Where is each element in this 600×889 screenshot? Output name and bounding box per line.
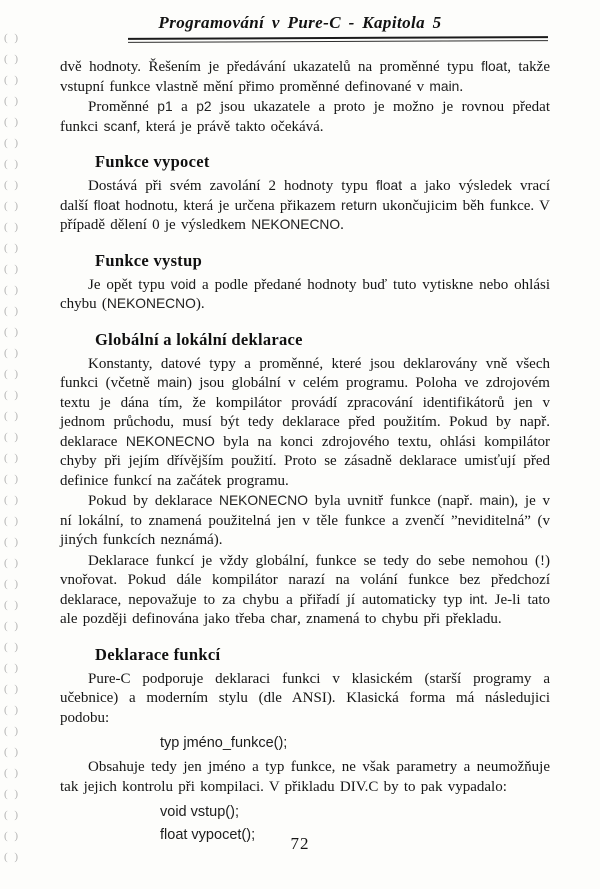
- text-run: Pure-C podporuje deklaraci funkci v klasickém (starší programy a učebnice) a moderním stylu (dle ANSI). Klasická forma má následujici podobu:: [60, 670, 550, 726]
- text-run: NEKONECNO: [125, 433, 215, 449]
- binding-hole-icon: ( ): [4, 347, 21, 359]
- paragraph: [60, 177, 550, 236]
- binding-hole-icon: ( ): [4, 221, 21, 233]
- text-run: NEKONECNO: [219, 493, 308, 508]
- paragraph: [60, 276, 550, 315]
- text-run: , která je právě takto očekává.: [136, 118, 324, 135]
- binding-hole-icon: ( ): [4, 179, 21, 191]
- binding-hole-icon: ( ): [4, 767, 21, 779]
- text-run: byla uvnitř funkce (např.: [307, 493, 480, 509]
- binding-hole-icon: ( ): [4, 536, 21, 548]
- binding-hole-icon: ( ): [4, 578, 21, 590]
- text-run: float: [93, 197, 120, 213]
- text-run: main: [429, 78, 460, 94]
- page-number: 72: [290, 834, 310, 853]
- paragraph: [60, 58, 550, 97]
- binding-hole-icon: ( ): [4, 746, 21, 758]
- paragraph: [60, 758, 550, 797]
- page-header-title: Programování v Pure-C - Kapitola 5: [158, 13, 442, 32]
- binding-hole-icon: ( ): [4, 851, 21, 863]
- binding-hole-icon: ( ): [4, 263, 21, 275]
- header-rule: [128, 36, 548, 43]
- code-line: typ jméno_funkce();: [160, 735, 288, 751]
- page-footer: [0, 834, 600, 854]
- page-body: [60, 58, 550, 843]
- code-line: float vypocet();: [160, 827, 256, 843]
- paragraph: [60, 552, 550, 630]
- text-run: p1: [157, 99, 173, 114]
- text-run: char: [270, 611, 298, 626]
- text-run: main: [157, 375, 187, 390]
- text-run: , znamená to chybu při překladu.: [297, 611, 502, 627]
- binding-hole-icon: ( ): [4, 32, 21, 44]
- text-run: scanf: [103, 118, 137, 134]
- paragraph: [60, 355, 550, 492]
- binding-hole-icon: ( ): [4, 641, 21, 653]
- text-run: NEKONECNO: [106, 296, 196, 311]
- section-heading: Funkce vystup: [95, 250, 203, 270]
- binding-hole-icon: ( ): [4, 389, 21, 401]
- binding-hole-icon: ( ): [4, 116, 21, 128]
- text-run: .: [340, 217, 344, 233]
- text-run: p2: [196, 99, 212, 114]
- binding-hole-icon: ( ): [4, 242, 21, 254]
- section-heading: Funkce vypocet: [95, 152, 210, 171]
- paragraph: [60, 98, 550, 137]
- binding-hole-icon: ( ): [4, 599, 21, 611]
- binding-hole-icon: ( ): [4, 620, 21, 632]
- binding-hole-icon: ( ): [4, 137, 21, 149]
- text-run: a: [172, 99, 197, 115]
- paragraph: [60, 492, 550, 551]
- text-run: .: [459, 78, 464, 95]
- binding-hole-icon: ( ): [4, 284, 21, 296]
- code-line: void vstup();: [160, 804, 239, 820]
- binding-hole-icon: ( ): [4, 158, 21, 170]
- text-run: Pokud by deklarace: [88, 493, 220, 509]
- text-run: dvě hodnoty. Řešením je předávání ukazatelů na proměnné typu: [60, 59, 482, 75]
- text-run: Proměnné: [88, 99, 158, 115]
- text-run: Dostává při svém zavolání 2 hodnoty typu: [88, 178, 376, 194]
- section-heading: Deklarace funkcí: [95, 644, 221, 664]
- binding-hole-icon: ( ): [4, 788, 21, 800]
- text-run: ).: [195, 296, 205, 312]
- text-run: main: [479, 493, 510, 508]
- binding-hole-icon: ( ): [4, 557, 21, 569]
- text-run: byla na konci zdrojového textu, ohlási kompilátor chyby při jejím dřívějším použití. Proto se zásadně deklarace umisťují před definice funkcí na začátek programu.: [60, 433, 551, 489]
- text-run: float: [481, 59, 508, 74]
- binding-hole-icon: ( ): [4, 326, 21, 338]
- binding-hole-icon: ( ): [4, 830, 21, 842]
- binding-hole-icon: ( ): [4, 809, 21, 821]
- binding-hole-icon: ( ): [4, 683, 21, 695]
- text-run: a jako výsledek vrací další: [60, 178, 550, 214]
- text-run: NEKONECNO: [251, 217, 341, 232]
- text-run: hodnotu, která je určena přikazem: [119, 197, 341, 214]
- binding-hole-icon: ( ): [4, 494, 21, 506]
- binding-hole-icon: ( ): [4, 368, 21, 380]
- header-rule-bottom-line: [128, 40, 548, 43]
- text-run: ), je v ní lokální, to znamená použitelná jen v těle funkce a zvenčí ”neviditelná” (v jiných funkcích neznámá).: [60, 493, 550, 548]
- binding-hole-icon: ( ): [4, 431, 21, 443]
- text-run: ukončujicim běh funkce. V případě dělení 0 je výsledkem: [60, 197, 550, 233]
- binding-hole-icon: ( ): [4, 305, 21, 317]
- header-rule-top-line: [128, 36, 548, 40]
- text-run: Konstanty, datové typy a proměnné, které jsou deklarovány vně všech funkci (včetně: [60, 355, 550, 391]
- text-run: void: [170, 276, 197, 292]
- text-run: a podle předané hodnoty buď tuto vytiskne nebo ohlási chybu (: [60, 276, 550, 312]
- text-run: Je opět typu: [88, 276, 171, 293]
- page-header: [0, 0, 600, 42]
- section-heading: Globální a lokální deklarace: [95, 329, 303, 349]
- text-run: Deklarace funkcí je vždy globální, funkce se tedy do sebe nemohou (!) vnořovat. Pokud dále kompilátor narazí na volání funkce bez předchozí deklarace, nepovažuje to za chybu a přiřadí jí automaticky typ: [60, 552, 550, 608]
- binding-hole-icon: ( ): [4, 410, 21, 422]
- binding-hole-icon: ( ): [4, 53, 21, 65]
- binding-hole-icon: ( ): [4, 662, 21, 674]
- text-run: ) jsou globální v celém programu. Poloha ve zdrojovém textu je dána tím, že kompilátor provádí zpracování identifikátorů jen v jednom průchodu, musí být tedy deklarace před použitím. Pokud by např. deklarace: [60, 375, 550, 450]
- text-run: . Je-li tato ale později definována jako třeba: [60, 591, 550, 627]
- binding-hole-icon: ( ): [4, 473, 21, 485]
- text-run: , takže vstupní funkce vlastně mění přimo proměnné definované v: [60, 59, 550, 95]
- binding-hole-icon: ( ): [4, 74, 21, 86]
- binding-hole-icon: ( ): [4, 725, 21, 737]
- text-run: Obsahuje tedy jen jméno a typ funkce, ne však parametry a neumožňuje tak jejich kontrolu při kompilaci. V přikladu DIV.C by to pak vypadalo:: [60, 759, 550, 795]
- binding-holes: [4, 28, 20, 868]
- binding-hole-icon: ( ): [4, 704, 21, 716]
- paragraph: [60, 670, 550, 729]
- text-run: float: [375, 178, 403, 193]
- text-run: jsou ukazatele a proto je možno je rovnou předat funkci: [60, 99, 550, 135]
- binding-hole-icon: ( ): [4, 452, 21, 464]
- text-run: return: [341, 197, 378, 213]
- binding-hole-icon: ( ): [4, 515, 21, 527]
- binding-hole-icon: ( ): [4, 200, 21, 212]
- text-run: int: [469, 591, 484, 607]
- binding-hole-icon: ( ): [4, 95, 21, 107]
